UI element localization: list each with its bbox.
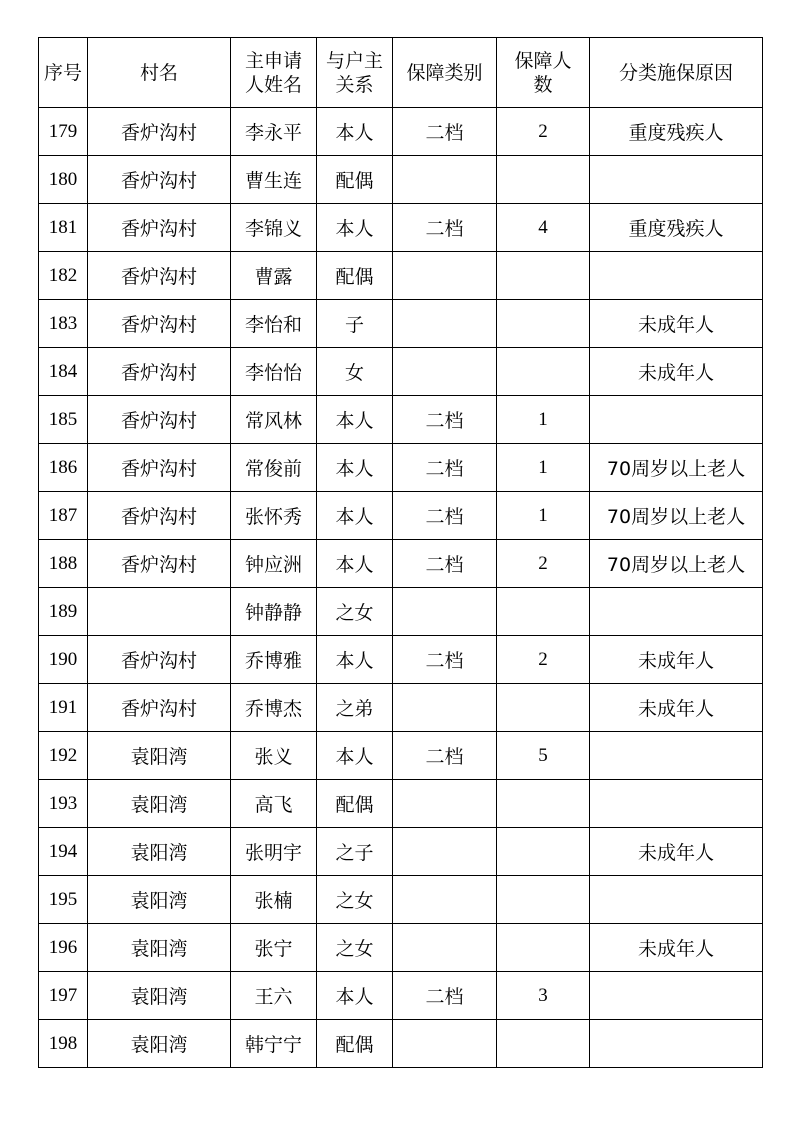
cell-reason: 未成年人 (590, 348, 763, 396)
cell-category (393, 252, 497, 300)
header-village: 村名 (88, 38, 231, 108)
cell-person-count (497, 156, 590, 204)
cell-reason (590, 156, 763, 204)
table-row (39, 636, 763, 684)
cell-serial-number: 198 (39, 1020, 88, 1068)
table-row (39, 732, 763, 780)
cell-relation: 配偶 (317, 252, 393, 300)
cell-applicant-name: 张义 (231, 732, 317, 780)
header-serial-number: 序号 (39, 38, 88, 108)
cell-reason: 70周岁以上老人 (590, 444, 763, 492)
cell-category: 二档 (393, 492, 497, 540)
assistance-roster-table (38, 37, 763, 1068)
cell-person-count: 2 (497, 108, 590, 156)
table-row (39, 300, 763, 348)
cell-relation: 配偶 (317, 780, 393, 828)
cell-applicant-name: 曹生连 (231, 156, 317, 204)
cell-reason (590, 396, 763, 444)
table-row (39, 684, 763, 732)
cell-serial-number: 189 (39, 588, 88, 636)
table-row (39, 1020, 763, 1068)
cell-person-count: 4 (497, 204, 590, 252)
cell-village: 袁阳湾 (88, 924, 231, 972)
cell-reason (590, 780, 763, 828)
cell-relation: 本人 (317, 444, 393, 492)
cell-serial-number: 184 (39, 348, 88, 396)
cell-relation: 女 (317, 348, 393, 396)
cell-person-count (497, 876, 590, 924)
cell-serial-number: 188 (39, 540, 88, 588)
cell-applicant-name: 韩宁宁 (231, 1020, 317, 1068)
cell-person-count (497, 1020, 590, 1068)
cell-relation: 子 (317, 300, 393, 348)
cell-village: 香炉沟村 (88, 492, 231, 540)
table-row (39, 588, 763, 636)
cell-category (393, 588, 497, 636)
cell-relation: 本人 (317, 492, 393, 540)
cell-relation: 本人 (317, 972, 393, 1020)
cell-relation: 本人 (317, 396, 393, 444)
cell-applicant-name: 高飞 (231, 780, 317, 828)
cell-category (393, 780, 497, 828)
cell-reason: 重度残疾人 (590, 204, 763, 252)
cell-person-count (497, 924, 590, 972)
cell-village: 袁阳湾 (88, 876, 231, 924)
cell-serial-number: 180 (39, 156, 88, 204)
cell-village: 香炉沟村 (88, 252, 231, 300)
table-row (39, 252, 763, 300)
cell-relation: 配偶 (317, 1020, 393, 1068)
cell-applicant-name: 乔博雅 (231, 636, 317, 684)
cell-category: 二档 (393, 732, 497, 780)
roster-body (39, 108, 763, 1068)
cell-applicant-name: 李怡和 (231, 300, 317, 348)
cell-village: 袁阳湾 (88, 972, 231, 1020)
cell-serial-number: 187 (39, 492, 88, 540)
cell-person-count (497, 588, 590, 636)
table-row (39, 780, 763, 828)
table-row (39, 444, 763, 492)
cell-relation: 本人 (317, 732, 393, 780)
cell-village: 香炉沟村 (88, 300, 231, 348)
cell-category: 二档 (393, 444, 497, 492)
cell-reason (590, 252, 763, 300)
cell-reason (590, 1020, 763, 1068)
cell-relation: 之女 (317, 588, 393, 636)
cell-reason (590, 972, 763, 1020)
cell-reason (590, 588, 763, 636)
cell-village: 袁阳湾 (88, 828, 231, 876)
cell-relation: 之女 (317, 876, 393, 924)
cell-reason: 未成年人 (590, 300, 763, 348)
cell-village: 香炉沟村 (88, 156, 231, 204)
cell-reason: 未成年人 (590, 636, 763, 684)
cell-category: 二档 (393, 108, 497, 156)
cell-person-count: 1 (497, 492, 590, 540)
cell-relation: 配偶 (317, 156, 393, 204)
cell-serial-number: 182 (39, 252, 88, 300)
cell-relation: 之女 (317, 924, 393, 972)
cell-category (393, 1020, 497, 1068)
cell-person-count (497, 780, 590, 828)
cell-serial-number: 193 (39, 780, 88, 828)
cell-person-count: 2 (497, 636, 590, 684)
cell-category: 二档 (393, 540, 497, 588)
cell-serial-number: 192 (39, 732, 88, 780)
header-person-count: 保障人数 (497, 38, 590, 108)
cell-person-count: 5 (497, 732, 590, 780)
cell-applicant-name: 李永平 (231, 108, 317, 156)
cell-reason: 重度残疾人 (590, 108, 763, 156)
cell-serial-number: 191 (39, 684, 88, 732)
table-row (39, 108, 763, 156)
cell-applicant-name: 张宁 (231, 924, 317, 972)
cell-reason: 70周岁以上老人 (590, 492, 763, 540)
cell-applicant-name: 张怀秀 (231, 492, 317, 540)
cell-applicant-name: 钟静静 (231, 588, 317, 636)
header-category: 保障类别 (393, 38, 497, 108)
header-relation: 与户主关系 (317, 38, 393, 108)
cell-category (393, 684, 497, 732)
cell-category (393, 156, 497, 204)
cell-person-count (497, 828, 590, 876)
cell-applicant-name: 张楠 (231, 876, 317, 924)
cell-reason (590, 876, 763, 924)
cell-village: 香炉沟村 (88, 684, 231, 732)
cell-serial-number: 183 (39, 300, 88, 348)
cell-serial-number: 195 (39, 876, 88, 924)
cell-serial-number: 185 (39, 396, 88, 444)
header-reason: 分类施保原因 (590, 38, 763, 108)
cell-applicant-name: 常风林 (231, 396, 317, 444)
cell-village: 香炉沟村 (88, 204, 231, 252)
cell-serial-number: 197 (39, 972, 88, 1020)
cell-category (393, 300, 497, 348)
cell-village: 香炉沟村 (88, 108, 231, 156)
cell-person-count: 3 (497, 972, 590, 1020)
table-row (39, 540, 763, 588)
cell-applicant-name: 钟应洲 (231, 540, 317, 588)
table-row (39, 924, 763, 972)
cell-reason: 未成年人 (590, 684, 763, 732)
table-row (39, 348, 763, 396)
table-row (39, 204, 763, 252)
cell-person-count (497, 252, 590, 300)
cell-village: 袁阳湾 (88, 732, 231, 780)
header-row (39, 38, 763, 108)
cell-serial-number: 181 (39, 204, 88, 252)
cell-serial-number: 179 (39, 108, 88, 156)
cell-category (393, 924, 497, 972)
cell-reason (590, 732, 763, 780)
cell-village (88, 588, 231, 636)
cell-applicant-name: 张明宇 (231, 828, 317, 876)
cell-applicant-name: 王六 (231, 972, 317, 1020)
cell-serial-number: 196 (39, 924, 88, 972)
table-row (39, 972, 763, 1020)
header-applicant-name: 主申请人姓名 (231, 38, 317, 108)
cell-village: 袁阳湾 (88, 780, 231, 828)
cell-applicant-name: 常俊前 (231, 444, 317, 492)
cell-person-count (497, 348, 590, 396)
cell-village: 香炉沟村 (88, 348, 231, 396)
cell-village: 香炉沟村 (88, 636, 231, 684)
cell-reason: 70周岁以上老人 (590, 540, 763, 588)
cell-village: 香炉沟村 (88, 396, 231, 444)
cell-relation: 之弟 (317, 684, 393, 732)
table-row (39, 396, 763, 444)
cell-person-count (497, 300, 590, 348)
cell-person-count: 1 (497, 396, 590, 444)
table-row (39, 156, 763, 204)
cell-serial-number: 190 (39, 636, 88, 684)
cell-relation: 本人 (317, 204, 393, 252)
cell-serial-number: 194 (39, 828, 88, 876)
cell-category: 二档 (393, 972, 497, 1020)
cell-category (393, 828, 497, 876)
table-row (39, 828, 763, 876)
cell-person-count: 1 (497, 444, 590, 492)
table-row (39, 492, 763, 540)
cell-relation: 本人 (317, 540, 393, 588)
cell-category (393, 876, 497, 924)
cell-village: 香炉沟村 (88, 540, 231, 588)
cell-relation: 本人 (317, 108, 393, 156)
cell-applicant-name: 李锦义 (231, 204, 317, 252)
cell-village: 袁阳湾 (88, 1020, 231, 1068)
cell-applicant-name: 李怡怡 (231, 348, 317, 396)
cell-relation: 之子 (317, 828, 393, 876)
cell-category (393, 348, 497, 396)
cell-serial-number: 186 (39, 444, 88, 492)
table-row (39, 876, 763, 924)
cell-village: 香炉沟村 (88, 444, 231, 492)
cell-person-count (497, 684, 590, 732)
cell-applicant-name: 曹露 (231, 252, 317, 300)
cell-applicant-name: 乔博杰 (231, 684, 317, 732)
cell-reason: 未成年人 (590, 924, 763, 972)
cell-category: 二档 (393, 204, 497, 252)
cell-category: 二档 (393, 636, 497, 684)
cell-person-count: 2 (497, 540, 590, 588)
cell-category: 二档 (393, 396, 497, 444)
cell-relation: 本人 (317, 636, 393, 684)
cell-reason: 未成年人 (590, 828, 763, 876)
